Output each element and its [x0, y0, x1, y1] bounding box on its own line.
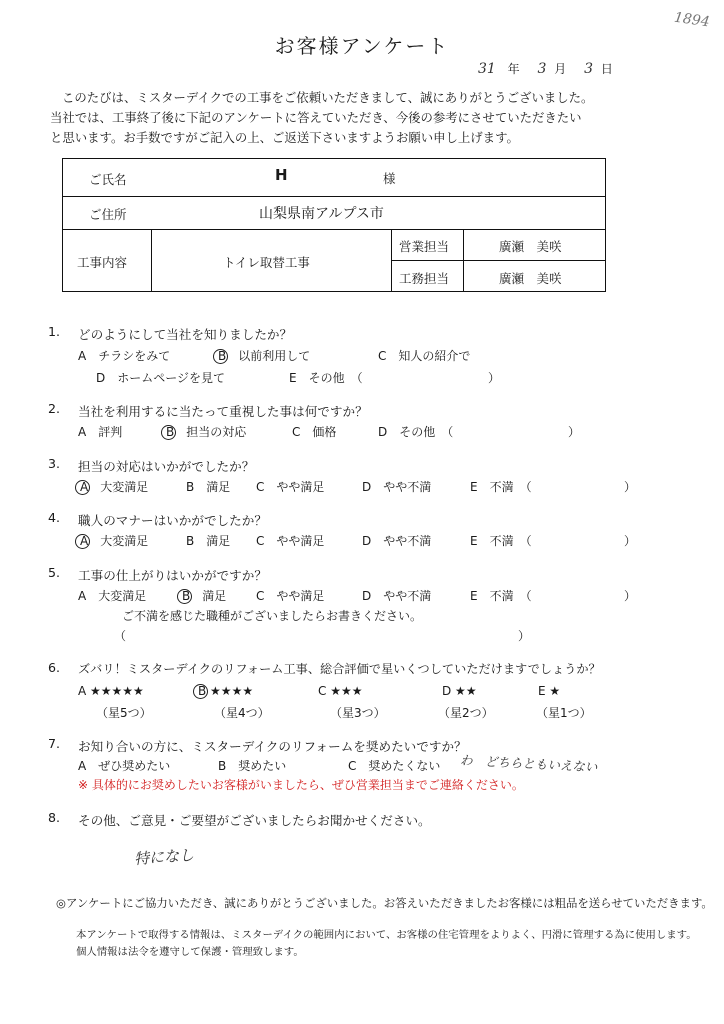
- q8-handwritten-answer: 特になし: [133, 845, 195, 869]
- intro-line: このたびは、ミスターデイクでの工事をご依頼いただきまして、誠にありがとうございました。: [62, 90, 594, 105]
- date-year: 31: [478, 61, 496, 77]
- q6-option-c: C ★★★: [318, 684, 363, 698]
- q2-option-a: A 評判: [78, 425, 123, 439]
- question-3-title: 担当の対応はいかがでしたか？: [78, 459, 255, 474]
- q6-option-e: E ★: [538, 684, 561, 698]
- q5-option-c: C やや満足: [256, 589, 325, 603]
- q1-option-d: D ホームページを見て: [96, 371, 226, 385]
- q1-option-c: C 知人の紹介で: [378, 349, 471, 363]
- question-8-title: その他、ご意見・ご要望がございましたらお聞かせください。: [78, 813, 431, 828]
- q1-paren-close: ）: [488, 371, 501, 385]
- q5-option-d: D やや不満: [362, 589, 432, 603]
- engineer-label: 工務担当: [399, 271, 450, 286]
- address-value: 山梨県南アルプス市: [259, 206, 384, 222]
- question-5-title: 工事の仕上がりはいかがですか？: [78, 568, 267, 583]
- sales-label: 営業担当: [399, 239, 450, 254]
- q6-sub-c: （星3つ）: [330, 706, 386, 720]
- privacy-line-1: 本アンケートで取得する情報は、ミスターデイクの範囲内において、お客様の住宅管理をよりよく、円滑に管理する為に使用します。: [76, 929, 697, 941]
- question-2-title: 当社を利用するに当たって重視した事は何ですか？: [78, 404, 368, 419]
- survey-date: [478, 60, 613, 77]
- q7-option-c: C 奨めたくない: [348, 759, 441, 773]
- page-title: お客様アンケート: [274, 34, 450, 58]
- sales-value: 廣瀬 美咲: [499, 239, 562, 254]
- q2-paren-close: ）: [568, 425, 581, 439]
- q4-option-a: A 大変満足: [78, 532, 148, 549]
- q3-option-d: D やや不満: [362, 480, 432, 494]
- q7-note: ※ 具体的にお奨めしたいお客様がいましたら、ぜひ営業担当までご連絡ください。: [78, 778, 524, 792]
- q7-option-b: B 奨めたい: [218, 759, 287, 773]
- q6-sub-b: （星4つ）: [214, 706, 270, 720]
- question-2-number: 2.: [48, 401, 61, 416]
- document-number: 1894: [673, 9, 711, 31]
- q1-option-e: E その他 （: [289, 371, 363, 385]
- work-label: 工事内容: [77, 255, 128, 270]
- question-3-number: 3.: [48, 456, 61, 471]
- q3-option-a: A 大変満足: [78, 478, 148, 495]
- name-suffix: 様: [383, 171, 396, 186]
- q1-option-b: B 以前利用して: [216, 347, 310, 364]
- q4-paren-close: ）: [624, 534, 637, 548]
- name-label: ご氏名: [89, 172, 127, 187]
- address-label: ご住所: [89, 207, 127, 222]
- q4-option-c: C やや満足: [256, 534, 325, 548]
- q5-option-a: A 大変満足: [78, 589, 147, 603]
- intro-text: [50, 88, 593, 148]
- q1-option-a: A チラシをみて: [78, 349, 171, 363]
- name-value: H: [275, 166, 288, 184]
- footer-thanks: ◎アンケートにご協力いただき、誠にありがとうございました。お答えいただきましたお客様には粗品を送らせていただきます。: [56, 896, 713, 910]
- q4-option-e: E 不満 （: [470, 534, 532, 548]
- q5-paren-open: （: [114, 629, 127, 643]
- work-value: トイレ取替工事: [223, 255, 310, 270]
- question-5-number: 5.: [48, 565, 61, 580]
- date-day-unit: 日: [600, 62, 613, 76]
- date-year-unit: 年: [507, 62, 520, 76]
- question-1-title: どのようにして当社を知りましたか？: [78, 327, 293, 342]
- q6-sub-e: （星1つ）: [536, 706, 592, 720]
- q4-option-b: B 満足: [186, 534, 231, 548]
- q4-option-d: D やや不満: [362, 534, 432, 548]
- q3-option-e: E 不満 （: [470, 480, 532, 494]
- question-6-title: ズバリ！ミスターデイクのリフォーム工事、総合評価で星いくつしていただけますでしょうか？: [78, 662, 601, 676]
- date-day: 3: [584, 61, 594, 77]
- q3-option-c: C やや満足: [256, 480, 325, 494]
- q7-handwritten-answer: わ どちらともいえない: [459, 752, 598, 775]
- question-4-number: 4.: [48, 510, 61, 525]
- q6-sub-d: （星2つ）: [438, 706, 494, 720]
- q5-note: ご不満を感じた職種がございましたらお書きください。: [122, 609, 423, 623]
- q6-option-b: B ★★★★: [196, 684, 253, 699]
- q5-paren-close: ）: [624, 589, 637, 603]
- question-1-number: 1.: [48, 324, 61, 339]
- q7-option-a: A ぜひ奨めたい: [78, 759, 171, 773]
- q2-option-b: B 担当の対応: [164, 423, 246, 440]
- question-6-number: 6.: [48, 660, 61, 675]
- question-4-title: 職人のマナーはいかがでしたか？: [78, 513, 267, 528]
- question-7-number: 7.: [48, 736, 61, 751]
- q5-paren-close-2: ）: [518, 629, 531, 643]
- date-month-unit: 月: [554, 62, 567, 76]
- date-month: 3: [537, 61, 547, 77]
- q3-paren-close: ）: [624, 480, 637, 494]
- customer-info-table: [62, 158, 606, 292]
- q6-option-d: D ★★: [442, 684, 477, 698]
- q6-sub-a: （星5つ）: [96, 706, 152, 720]
- privacy-line-2: 個人情報は法令を遵守して保護・管理致します。: [76, 946, 304, 958]
- q2-option-c: C 価格: [292, 425, 337, 439]
- q5-option-e: E 不満 （: [470, 589, 532, 603]
- q2-option-d: D その他 （: [378, 425, 454, 439]
- question-7-title: お知り合いの方に、ミスターデイクのリフォームを奨めたいですか？: [78, 739, 467, 754]
- footer-privacy: [76, 927, 697, 961]
- question-8-number: 8.: [48, 810, 61, 825]
- intro-line: と思います。お手数ですがご記入の上、ご返送下さいますようお願い申し上げます。: [50, 130, 519, 145]
- q3-option-b: B 満足: [186, 480, 231, 494]
- engineer-value: 廣瀬 美咲: [499, 271, 562, 286]
- q6-option-a: A ★★★★★: [78, 684, 144, 698]
- intro-line: 当社では、工事終了後に下記のアンケートに答えていただき、今後の参考にさせていただきたい: [50, 110, 582, 125]
- q5-option-b: B 満足: [180, 587, 226, 604]
